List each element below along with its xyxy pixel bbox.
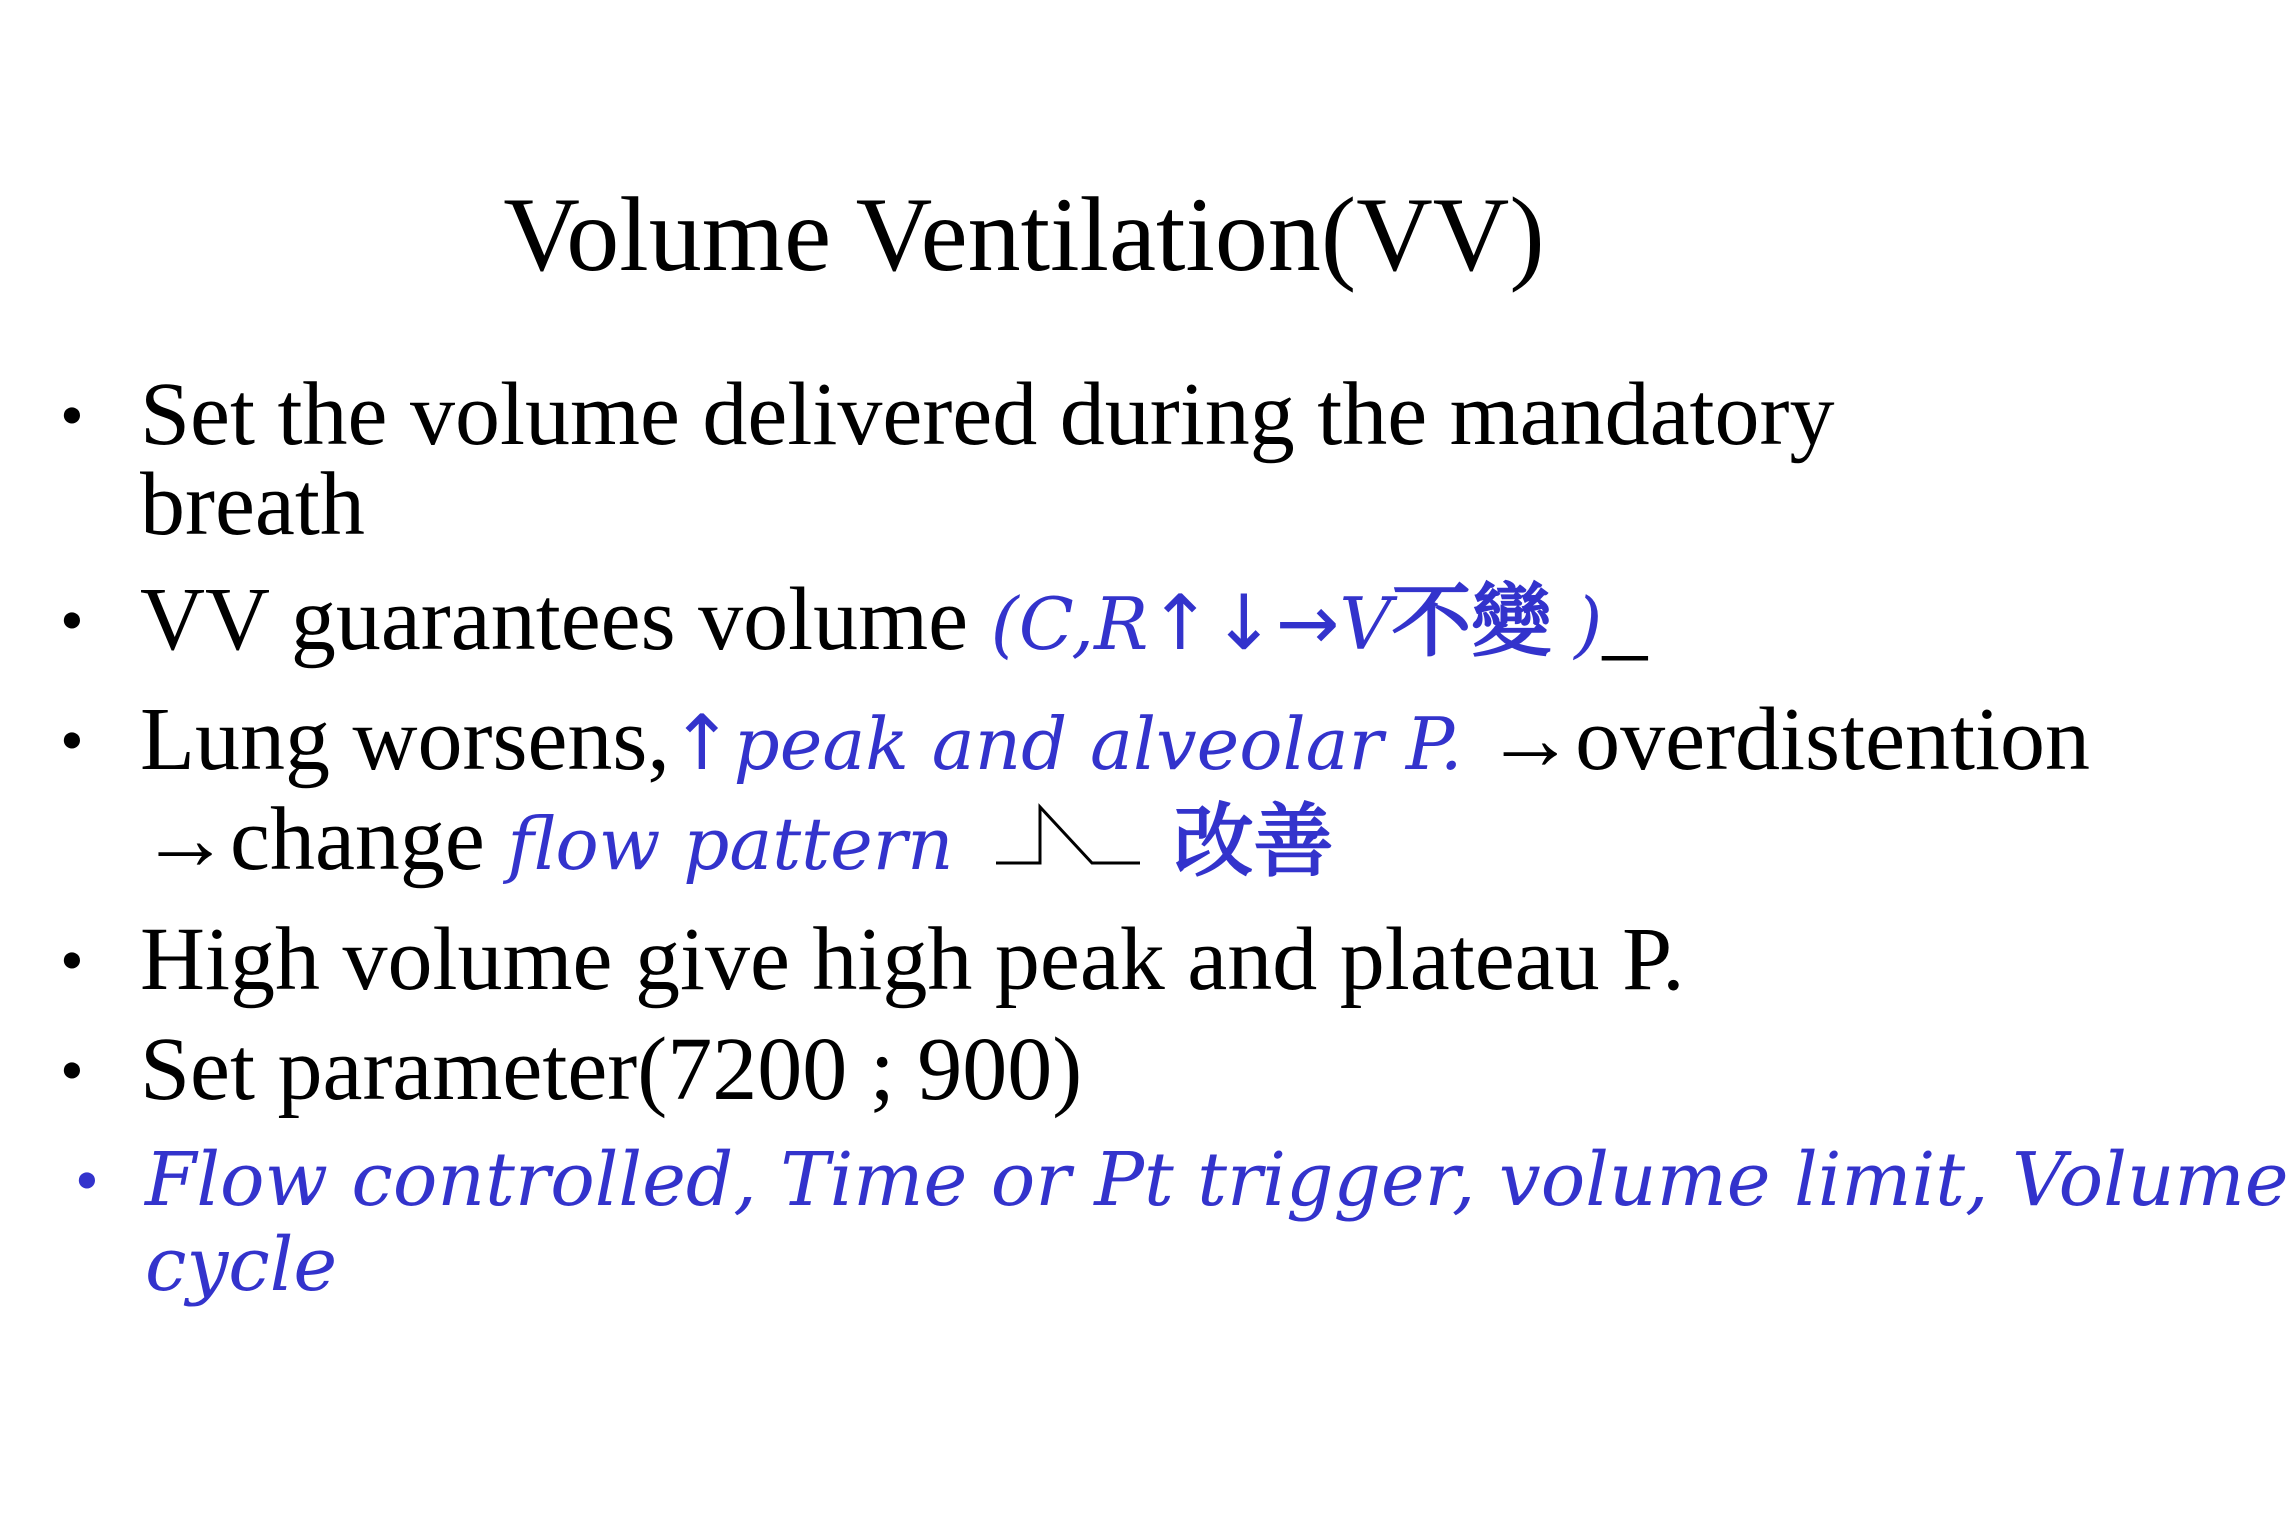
bullet-6-line-1: Flow controlled, Time or Pt trigger, volume limit, Volume (145, 1137, 2289, 1223)
bullet-3-line-1 (140, 690, 2090, 794)
bullet-2-text: VV guarantees volume (140, 570, 991, 669)
bullet-marker: • (60, 1032, 84, 1108)
bullet-3-cjk: 改善 (1173, 795, 1334, 888)
slide-title: Volume Ventilation(VV) (503, 176, 1545, 293)
bullet-3-line2-text: →change (140, 790, 508, 889)
bullet-marker: • (60, 702, 84, 778)
flow-waveform-icon (994, 790, 1144, 890)
bullet-2-line (140, 570, 1647, 674)
bullet-3-note: peak and alveolar P. (733, 702, 1463, 786)
bullet-marker: • (60, 582, 84, 658)
bullet-2-cjk: 不變 (1391, 575, 1552, 668)
bullet-1-line-2: breath (140, 455, 365, 554)
bullet-3-line-2 (140, 790, 1334, 894)
bullet-6-line-2: cycle (145, 1222, 338, 1308)
bullet-5-line: Set parameter(7200 ; 900) (140, 1020, 1083, 1119)
bullet-3-text-2: →overdistention (1462, 690, 2091, 789)
bullet-4-line: High volume give high peak and plateau P. (140, 910, 1685, 1009)
bullet-2-trail: _ (1602, 570, 1648, 669)
bullet-marker: • (75, 1142, 99, 1218)
bullet-2-note-close: ) (1551, 582, 1603, 666)
bullet-3-line2-note: flow pattern (507, 802, 954, 886)
bullet-marker: • (60, 922, 84, 998)
bullet-marker: • (60, 377, 84, 453)
bullet-3-text: Lung worsens, (140, 690, 670, 789)
bullet-2-note-v: V (1339, 582, 1392, 666)
bullet-1-line-1: Set the volume delivered during the mandatory (140, 365, 1835, 464)
bullet-3-up-arrow: ↑ (669, 698, 734, 787)
bullet-2-note: (C,R (990, 582, 1149, 666)
bullet-2-arrows: ↑↓→ (1148, 578, 1340, 667)
